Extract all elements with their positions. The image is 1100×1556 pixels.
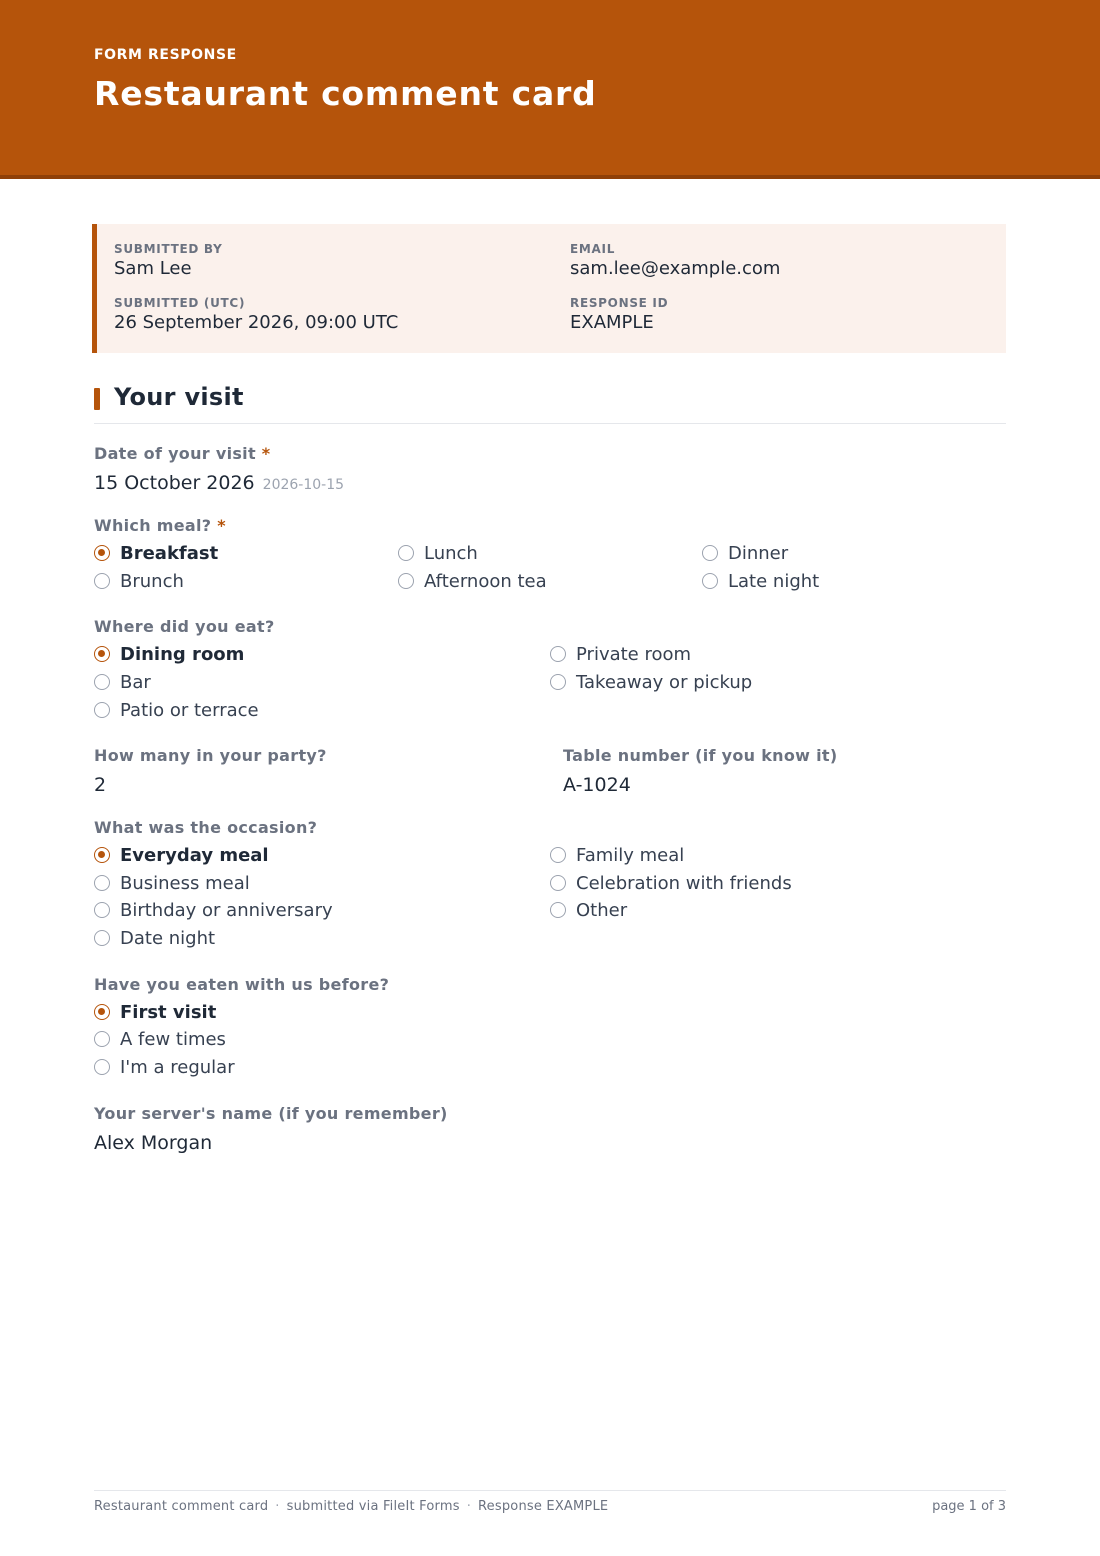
- question-label: [94, 444, 344, 464]
- question-label: Your server's name (if you remember): [94, 1104, 448, 1123]
- radio-option[interactable]: [94, 698, 259, 722]
- radio-option[interactable]: [550, 871, 792, 895]
- footer-separator: ·: [275, 1499, 280, 1514]
- radio-empty-icon: [550, 674, 566, 690]
- radio-empty-icon: [398, 545, 414, 561]
- radio-empty-icon: [702, 545, 718, 561]
- radio-empty-icon: [550, 902, 566, 918]
- meta-email: [570, 242, 780, 281]
- option-label: Business meal: [120, 872, 250, 894]
- meta-value: EXAMPLE: [570, 312, 654, 333]
- question-meal: [94, 516, 226, 536]
- page-footer: [94, 1490, 1006, 1520]
- option-label: Private room: [576, 643, 692, 665]
- option-label: Brunch: [120, 570, 184, 592]
- radio-empty-icon: [94, 875, 110, 891]
- meta-value: 26 September 2026, 09:00 UTC: [114, 312, 399, 333]
- answer-value: 2: [94, 774, 107, 796]
- question-label: [94, 516, 226, 536]
- footer-info: [94, 1499, 608, 1514]
- radio-option[interactable]: [94, 926, 215, 950]
- page-number: page 1 of 3: [932, 1499, 1006, 1514]
- answer-value: Alex Morgan: [94, 1132, 213, 1154]
- option-label: Patio or terrace: [120, 699, 259, 721]
- question-occasion: [94, 818, 317, 838]
- option-label: Other: [576, 899, 628, 921]
- meta-label: RESPONSE ID: [570, 296, 669, 310]
- answer-value: [94, 470, 344, 498]
- radio-selected-icon: [94, 1004, 110, 1020]
- radio-option[interactable]: [550, 843, 684, 867]
- radio-empty-icon: [94, 902, 110, 918]
- radio-option[interactable]: [702, 569, 819, 593]
- question-label-text: Which meal?: [94, 516, 212, 535]
- radio-selected-icon: [94, 545, 110, 561]
- option-label: Family meal: [576, 844, 685, 866]
- required-marker: *: [217, 516, 226, 535]
- radio-option[interactable]: [94, 541, 218, 565]
- radio-empty-icon: [550, 875, 566, 891]
- header-kicker: FORM RESPONSE: [94, 47, 237, 63]
- radio-option[interactable]: [94, 670, 151, 694]
- question-visit-date: [94, 444, 344, 498]
- meta-value: sam.lee@example.com: [570, 258, 781, 279]
- required-marker: *: [261, 444, 271, 463]
- option-label: Late night: [728, 570, 820, 592]
- radio-option[interactable]: [94, 569, 184, 593]
- radio-empty-icon: [94, 930, 110, 946]
- radio-option[interactable]: [94, 871, 250, 895]
- option-label: Date night: [120, 927, 216, 949]
- question-eaten-before: [94, 975, 389, 995]
- radio-option[interactable]: [94, 843, 269, 867]
- question-label: Have you eaten with us before?: [94, 975, 390, 994]
- meta-label: SUBMITTED (UTC): [114, 296, 246, 310]
- submission-meta-panel: [92, 224, 1006, 353]
- form-header: [0, 0, 1100, 179]
- radio-option[interactable]: [94, 1055, 235, 1079]
- option-label: Afternoon tea: [424, 570, 547, 592]
- section-heading: [94, 383, 1006, 424]
- radio-option[interactable]: [94, 1027, 226, 1051]
- option-label: Breakfast: [120, 542, 219, 564]
- meta-label: SUBMITTED BY: [114, 242, 223, 256]
- radio-empty-icon: [702, 573, 718, 589]
- radio-option[interactable]: [94, 898, 333, 922]
- question-label: Table number (if you know it): [563, 746, 838, 765]
- question-location: [94, 617, 275, 637]
- radio-option[interactable]: [550, 642, 691, 666]
- meta-value: Sam Lee: [114, 258, 192, 279]
- radio-empty-icon: [398, 573, 414, 589]
- footer-via: submitted via FileIt Forms: [286, 1499, 460, 1514]
- option-label: Lunch: [424, 542, 478, 564]
- page-title: Restaurant comment card: [94, 74, 597, 113]
- footer-separator: ·: [466, 1499, 472, 1514]
- radio-option[interactable]: [702, 541, 788, 565]
- radio-empty-icon: [94, 674, 110, 690]
- section-title: Your visit: [114, 383, 244, 411]
- option-label: I'm a regular: [120, 1056, 235, 1078]
- radio-empty-icon: [550, 646, 566, 662]
- question-label: Where did you eat?: [94, 617, 275, 636]
- radio-selected-icon: [94, 847, 110, 863]
- option-label: First visit: [120, 1001, 217, 1023]
- answer-value: A-1024: [563, 774, 631, 796]
- option-label: Dinner: [728, 542, 789, 564]
- radio-empty-icon: [94, 702, 110, 718]
- meta-submitted-utc: [114, 296, 398, 335]
- question-party-size: [94, 746, 327, 798]
- question-server-name: [94, 1104, 448, 1156]
- visit-date-iso: 2026-10-15: [262, 477, 345, 493]
- radio-empty-icon: [94, 1059, 110, 1075]
- option-label: Dining room: [120, 643, 245, 665]
- option-label: Bar: [120, 671, 151, 693]
- meta-label: EMAIL: [570, 242, 616, 256]
- footer-form-name: Restaurant comment card: [94, 1499, 269, 1514]
- radio-option[interactable]: [398, 569, 547, 593]
- option-label: A few times: [120, 1028, 226, 1050]
- meta-submitted-by: [114, 242, 223, 281]
- question-table-number: [563, 746, 837, 798]
- question-label-text: Date of your visit: [94, 444, 256, 463]
- section-accent-bar: [94, 388, 100, 410]
- radio-option[interactable]: [94, 1000, 216, 1024]
- radio-selected-icon: [94, 646, 110, 662]
- visit-date-value: 15 October 2026: [94, 472, 255, 494]
- footer-response: Response EXAMPLE: [478, 1499, 609, 1514]
- radio-option[interactable]: [398, 541, 478, 565]
- meta-response-id: [570, 296, 668, 335]
- option-label: Birthday or anniversary: [120, 899, 333, 921]
- option-label: Takeaway or pickup: [576, 671, 753, 693]
- radio-empty-icon: [550, 847, 566, 863]
- option-label: Everyday meal: [120, 844, 269, 866]
- radio-empty-icon: [94, 1031, 110, 1047]
- question-label: What was the occasion?: [94, 818, 318, 837]
- radio-empty-icon: [94, 573, 110, 589]
- radio-option[interactable]: [550, 670, 752, 694]
- question-label: How many in your party?: [94, 746, 327, 765]
- radio-option[interactable]: [94, 642, 244, 666]
- radio-option[interactable]: [550, 898, 627, 922]
- option-label: Celebration with friends: [576, 872, 792, 894]
